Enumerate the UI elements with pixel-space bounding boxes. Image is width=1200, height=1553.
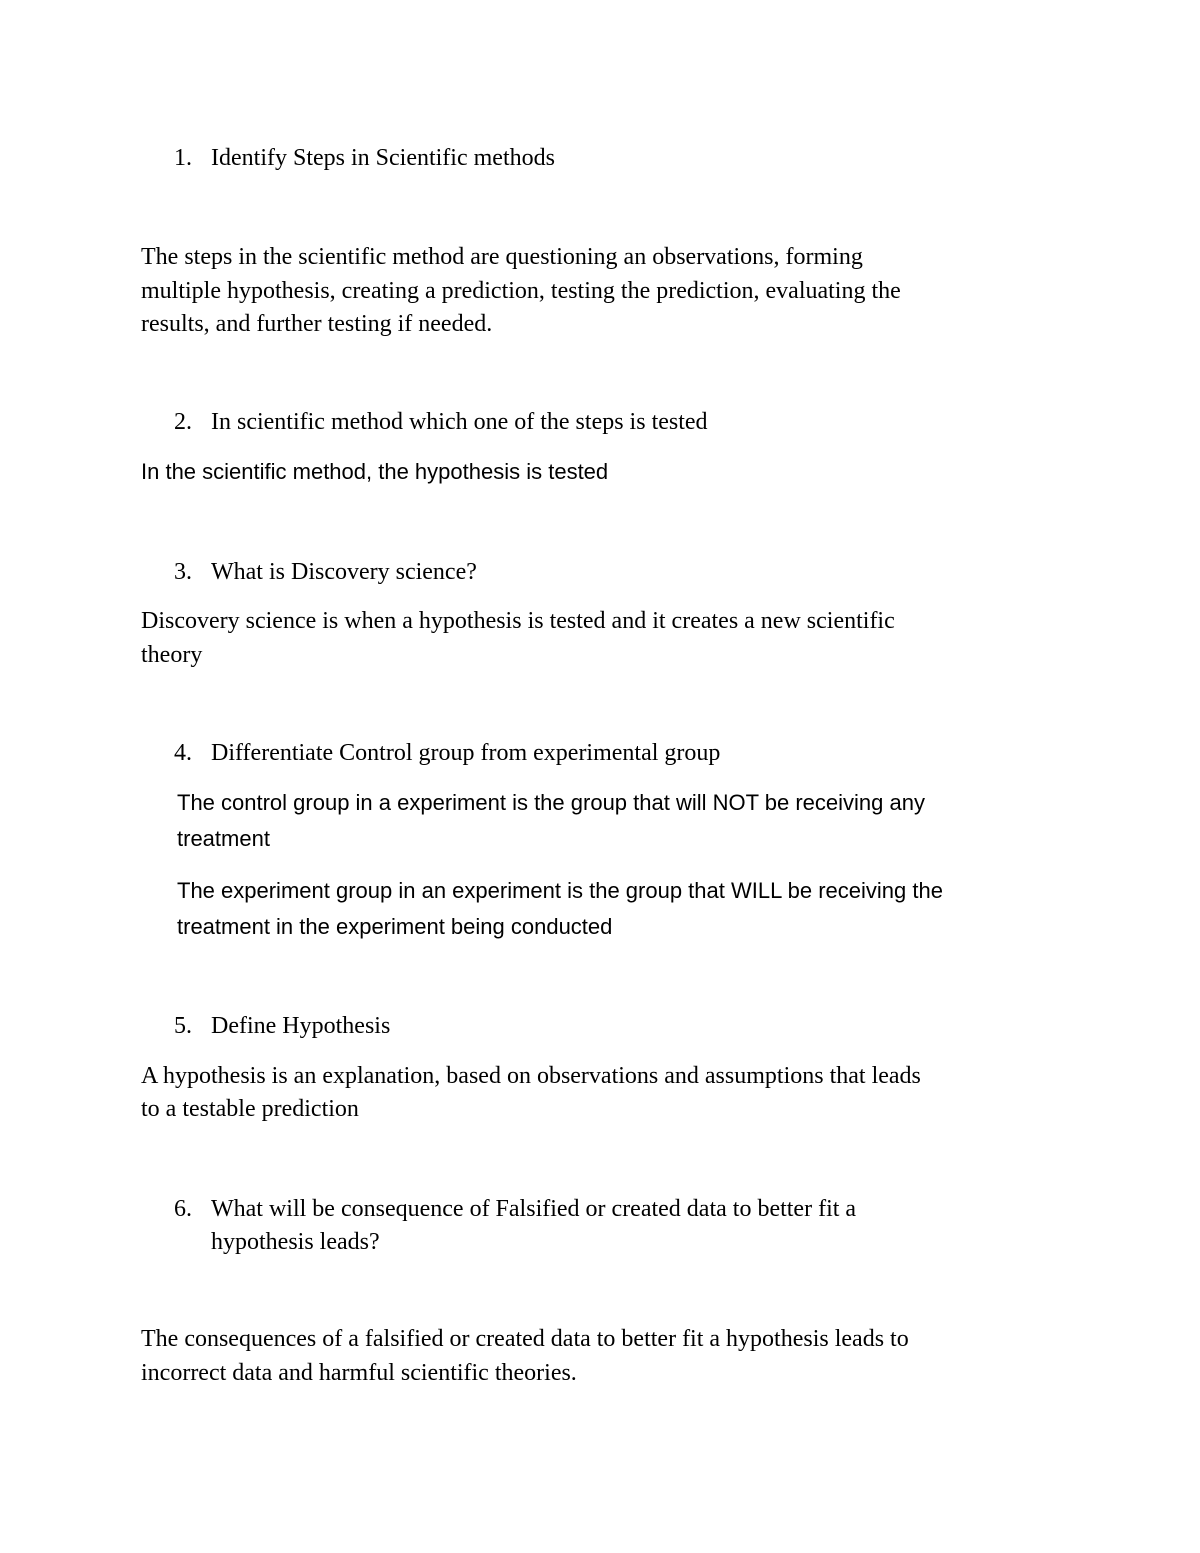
- question-4: [174, 738, 720, 768]
- question-1-number: 1.: [174, 145, 192, 171]
- answer-6-line-2: incorrect data and harmful scientific theories.: [141, 1360, 577, 1386]
- question-5-number: 5.: [174, 1013, 192, 1039]
- question-2: [174, 407, 708, 437]
- answer-4-line-3: The experiment group in an experiment is the group that WILL be receiving the: [177, 878, 943, 903]
- answer-4-line-1: The control group in a experiment is the group that will NOT be receiving any: [177, 790, 925, 815]
- question-3: [174, 557, 477, 587]
- question-4-text: Differentiate Control group from experimental group: [211, 740, 721, 766]
- answer-5-line-1: A hypothesis is an explanation, based on observations and assumptions that leads: [141, 1063, 921, 1089]
- question-5-text: Define Hypothesis: [211, 1013, 391, 1039]
- answer-1-line-3: results, and further testing if needed.: [141, 311, 493, 337]
- question-1: [174, 143, 555, 173]
- answer-1-line-2: multiple hypothesis, creating a prediction, testing the prediction, evaluating the: [141, 278, 901, 304]
- question-6-text-line-2: hypothesis leads?: [211, 1229, 380, 1255]
- question-6-number: 6.: [174, 1196, 192, 1222]
- answer-4-line-2: treatment: [177, 826, 270, 851]
- question-6: [174, 1194, 856, 1224]
- question-5: [174, 1011, 390, 1041]
- answer-3-line-2: theory: [141, 642, 203, 668]
- question-3-text: What is Discovery science?: [211, 559, 477, 585]
- answer-4-line-4: treatment in the experiment being conducted: [177, 914, 613, 939]
- question-2-text: In scientific method which one of the steps is tested: [211, 409, 708, 435]
- question-6-text-line-1: What will be consequence of Falsified or created data to better fit a: [211, 1196, 857, 1222]
- question-4-number: 4.: [174, 740, 192, 766]
- answer-6-line-1: The consequences of a falsified or created data to better fit a hypothesis leads to: [141, 1326, 909, 1352]
- answer-2-line-1: In the scientific method, the hypothesis is tested: [141, 459, 609, 484]
- question-2-number: 2.: [174, 409, 192, 435]
- question-1-text: Identify Steps in Scientific methods: [211, 145, 555, 171]
- answer-3-line-1: Discovery science is when a hypothesis is tested and it creates a new scientific: [141, 608, 895, 634]
- answer-1-line-1: The steps in the scientific method are questioning an observations, forming: [141, 244, 863, 270]
- answer-5-line-2: to a testable prediction: [141, 1096, 359, 1122]
- question-3-number: 3.: [174, 559, 192, 585]
